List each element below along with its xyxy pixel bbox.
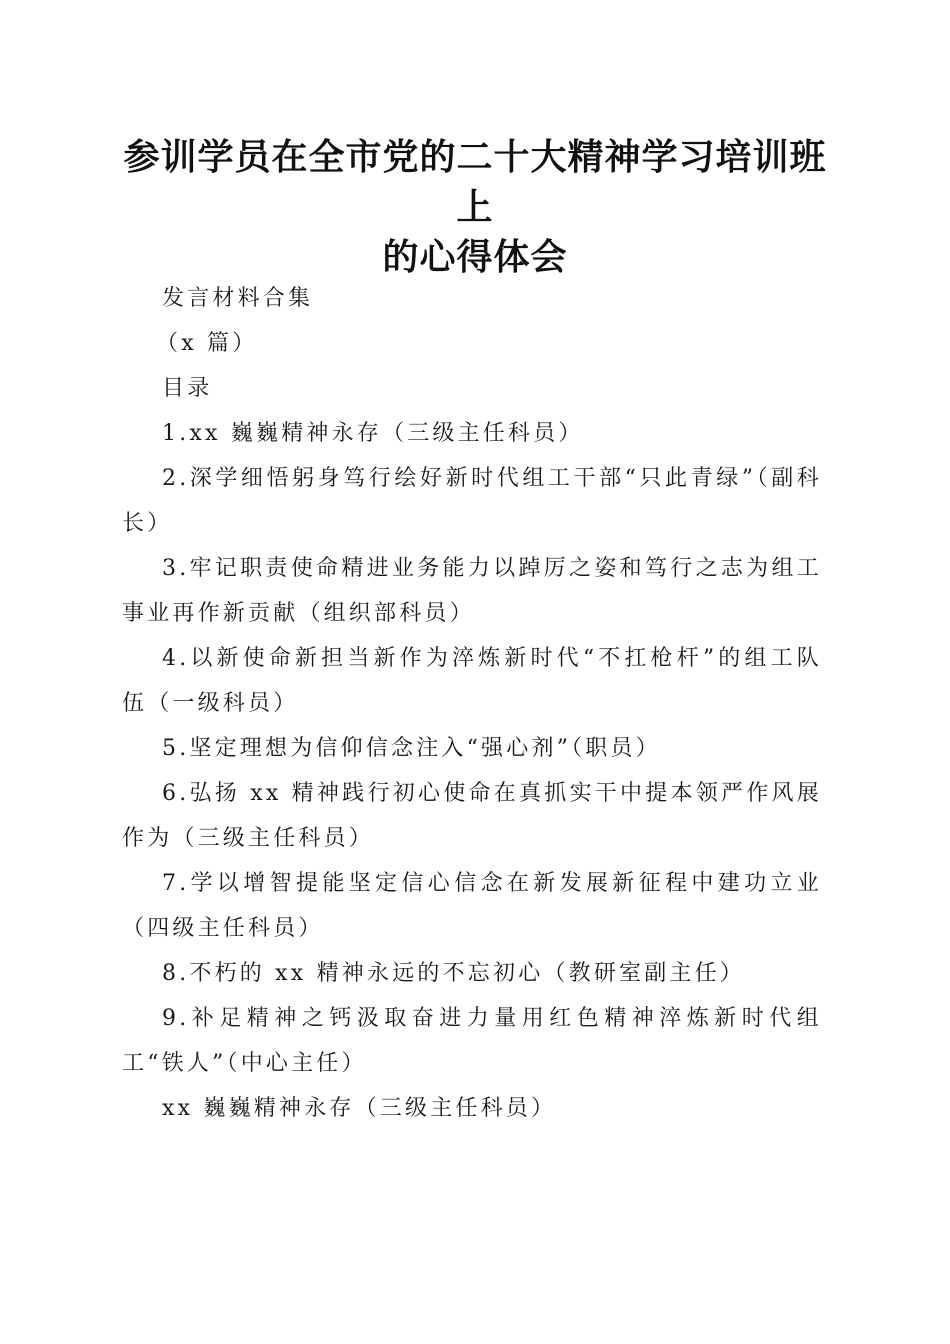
toc-item: 6.弘扬 xx 精神践行初心使命在真抓实干中提本领严作风展作为（三级主任科员） — [122, 781, 822, 851]
document-body — [122, 276, 822, 1131]
toc-item: 8.不朽的 xx 精神永远的不忘初心（教研室副主任） — [162, 961, 745, 986]
subtitle: 发言材料合集 — [162, 286, 314, 311]
toc-item: 1.xx 巍巍精神永存（三级主任科员） — [162, 421, 584, 446]
section-heading: xx 巍巍精神永存（三级主任科员） — [162, 1096, 557, 1121]
count-note: （x 篇） — [156, 331, 258, 356]
title-line-1: 参训学员在全市党的二十大精神学习培训班上 — [123, 136, 827, 228]
toc-item: 2.深学细悟躬身笃行绘好新时代组工干部“只此青绿”（副科长） — [122, 466, 822, 536]
document-title — [110, 132, 840, 282]
toc-item: 5.坚定理想为信仰信念注入“强心剂”（职员） — [162, 736, 661, 761]
toc-item: 7.学以增智提能坚定信心信念在新发展新征程中建功立业（四级主任科员） — [122, 871, 822, 941]
toc-heading: 目录 — [162, 376, 213, 401]
title-line-2: 的心得体会 — [382, 236, 568, 278]
toc-item: 9.补足精神之钙汲取奋进力量用红色精神淬炼新时代组工“铁人”（中心主任） — [122, 1006, 822, 1076]
toc-item: 4.以新使命新担当新作为淬炼新时代“不扛枪杆”的组工队伍（一级科员） — [122, 646, 822, 716]
toc-item: 3.牢记职责使命精进业务能力以踔厉之姿和笃行之志为组工事业再作新贡献（组织部科员） — [122, 556, 822, 626]
